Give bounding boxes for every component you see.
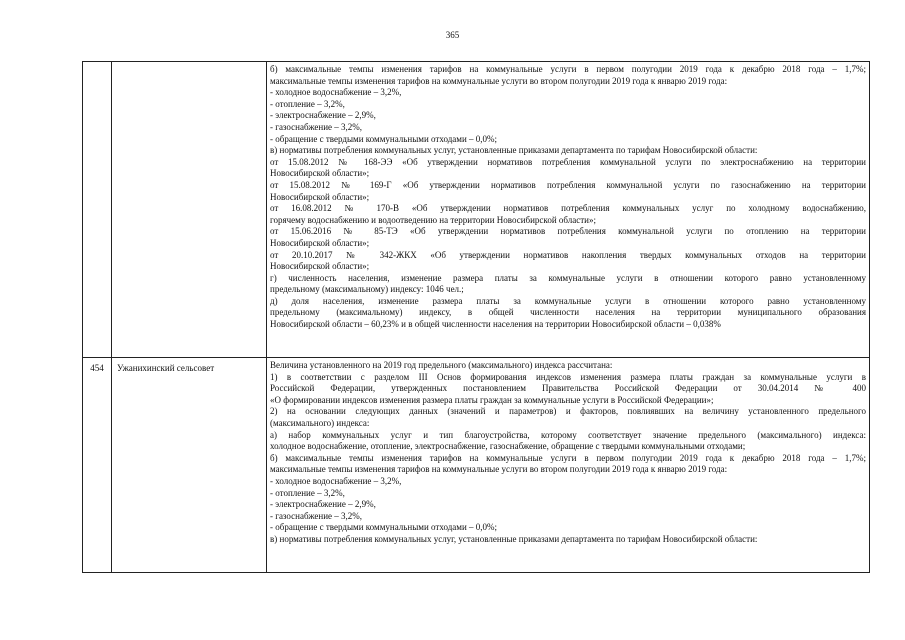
document-table — [82, 61, 870, 573]
text-line: максимальные темпы изменения тарифов на коммунальные услуги во втором полугодии 2019 года к январю 2019 года: — [270, 464, 728, 475]
table-row — [83, 358, 870, 573]
text-line: - газоснабжение – 3,2%, — [270, 510, 363, 521]
text-line: максимальные темпы изменения тарифов на коммунальные услуги во втором полугодии 2019 года к январю 2019 года: — [270, 75, 728, 86]
municipality-name-cell — [112, 62, 267, 358]
description-lines — [270, 64, 866, 331]
municipality-name-cell: Ужанихинский сельсовет — [112, 358, 267, 573]
text-line: - электроснабжение – 2,9%, — [270, 499, 376, 510]
text-line: (максимального) индекса: — [270, 417, 370, 428]
text-line: 2) на основании следующих данных (значений и параметров) и факторов, повлиявших на величину установленного предельного — [270, 406, 866, 417]
page-number: 365 — [445, 30, 460, 40]
text-line: Величина установленного на 2019 год предельного (максимального) индекса рассчитана: — [270, 360, 613, 370]
text-line: - отопление – 3,2%, — [270, 98, 345, 109]
text-line: Новосибирской области»; — [270, 191, 370, 202]
text-line: в) нормативы потребления коммунальных услуг, установленные приказами департамента по тарифам Новосибирской области: — [270, 145, 758, 156]
text-line: - холодное водоснабжение – 3,2%, — [270, 475, 402, 486]
text-line: от 15.08.2012 № 168-ЭЭ «Об утверждении нормативов потребления коммунальной услуги по электроснабжению на территории — [270, 156, 866, 167]
text-line: от 16.08.2012 № 170-В «Об утверждении нормативов потребления коммунальных услуг по холодному водоснабжению, — [270, 203, 866, 214]
text-line: а) набор коммунальных услуг и тип благоустройства, которому соответствует значение предельного (максимального) индекса: — [270, 429, 866, 440]
description-lines — [270, 360, 866, 546]
text-line: - холодное водоснабжение – 3,2%, — [270, 87, 402, 98]
text-line: г) численность населения, изменение размера платы за коммунальные услуги в отношении которого равно установленному — [270, 272, 866, 283]
text-line: - обращение с твердыми коммунальными отходами – 0,0%; — [270, 522, 498, 533]
text-line: - отопление – 3,2%, — [270, 487, 345, 498]
text-line: предельному (максимальному) индексу: 1046 чел.; — [270, 284, 464, 295]
text-line: д) доля населения, изменение размера платы за коммунальные услуги в отношении которого равно установленному — [270, 295, 866, 306]
text-line: 1) в соответствии с разделом III Основ формирования индексов изменения размера платы граждан за коммунальные услуги в — [270, 371, 866, 382]
description-cell — [267, 358, 870, 573]
text-line: Новосибирской области»; — [270, 237, 370, 248]
text-line: от 15.06.2016 № 85-ТЭ «Об утверждении нормативов потребления коммунальной услуги по отоплению на территории — [270, 226, 866, 237]
text-line: «О формировании индексов изменения размера платы граждан за коммунальные услуги в Российской Федерации»; — [270, 394, 714, 405]
row-number-cell — [83, 62, 112, 358]
table-row — [83, 62, 870, 358]
text-line: Новосибирской области»; — [270, 168, 370, 179]
text-line: Новосибирской области – 60,23% и в общей численности населения на территории Новосибирской области – 0,038% — [270, 319, 721, 330]
text-line: б) максимальные темпы изменения тарифов на коммунальные услуги в первом полугодии 2019 года к декабрю 2018 года – 1,7%; — [270, 64, 866, 74]
text-line: - обращение с твердыми коммунальными отходами – 0,0%; — [270, 133, 498, 144]
row-number-cell: 454 — [83, 358, 112, 573]
text-line: от 15.08.2012 № 169-Г «Об утверждении нормативов потребления коммунальной услуги по газоснабжению на территории — [270, 179, 866, 190]
text-line: горячему водоснабжению и водоотведению на территории Новосибирской области»; — [270, 214, 596, 225]
text-line: предельному (максимальному) индексу, в общей численности населения на территории муниципального образования — [270, 307, 866, 318]
text-line: Российской Федерации, утвержденных постановлением Правительства Российской Федерации от 30.04.2014 № 400 — [270, 383, 866, 394]
text-line: Новосибирской области»; — [270, 261, 370, 272]
text-line: - электроснабжение – 2,9%, — [270, 110, 376, 121]
text-line: в) нормативы потребления коммунальных услуг, установленные приказами департамента по тарифам Новосибирской области: — [270, 533, 758, 544]
text-line: холодное водоснабжение, отопление, электроснабжение, газоснабжение, обращение с твердыми коммунальными отходами; — [270, 441, 746, 452]
text-line: от 20.10.2017 № 342-ЖКХ «Об утверждении нормативов накопления твердых коммунальных отходов на территории — [270, 249, 866, 260]
description-cell — [267, 62, 870, 358]
text-line: - газоснабжение – 3,2%, — [270, 121, 363, 132]
text-line: б) максимальные темпы изменения тарифов на коммунальные услуги в первом полугодии 2019 года к декабрю 2018 года – 1,7%; — [270, 452, 866, 463]
